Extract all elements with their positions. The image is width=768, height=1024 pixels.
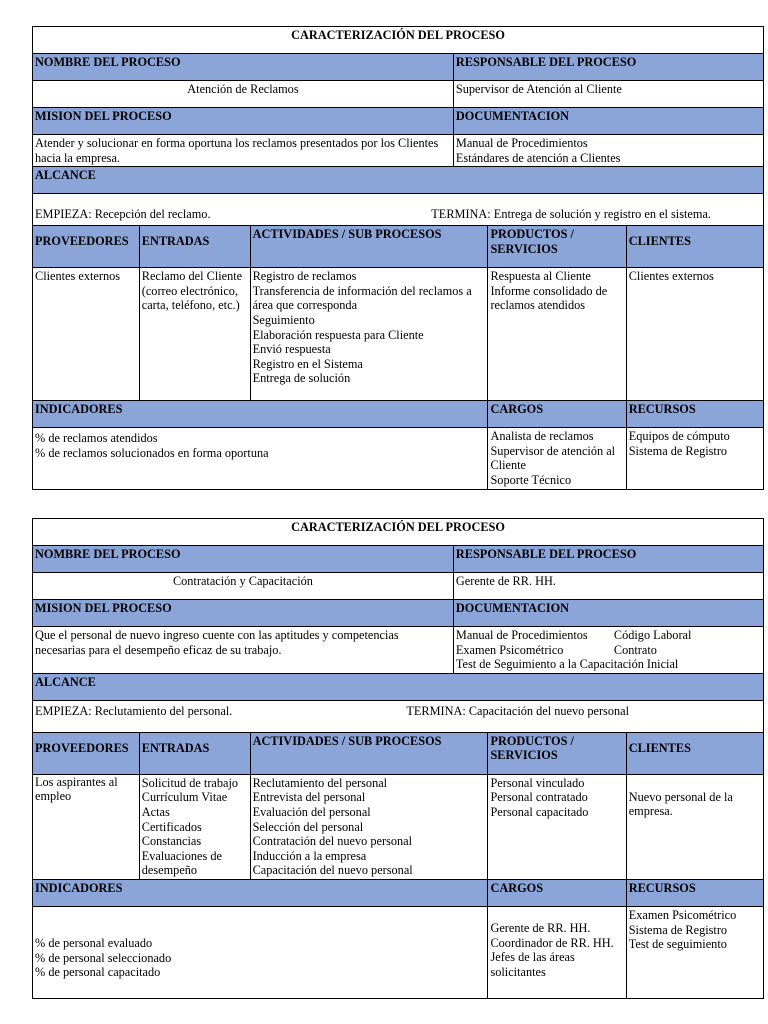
alcance-label: ALCANCE bbox=[33, 673, 764, 700]
actividades-list bbox=[250, 268, 488, 401]
clientes-value: Nuevo personal de la empresa. bbox=[626, 774, 763, 879]
productos-list bbox=[488, 268, 626, 401]
actividad-item: Reclutamiento del personal bbox=[252, 775, 388, 790]
indicador-item: % de personal evaluado bbox=[35, 935, 153, 950]
recursos-list bbox=[626, 906, 763, 998]
producto-item: Personal capacitado bbox=[490, 804, 589, 819]
recurso-item: Test de seguimiento bbox=[628, 937, 727, 952]
indicadores-label: INDICADORES bbox=[33, 401, 488, 428]
recurso-item: Sistema de Registro bbox=[628, 443, 728, 458]
col-clientes: CLIENTES bbox=[626, 226, 763, 268]
col-actividades: ACTIVIDADES / SUB PROCESOS bbox=[250, 732, 488, 774]
responsable-label: RESPONSABLE DEL PROCESO bbox=[453, 546, 763, 573]
actividad-item: Transferencia de información del reclamos a área que corresponda bbox=[252, 283, 472, 313]
documentacion-line: Test de Seguimiento a la Capacitación Inicial bbox=[455, 657, 679, 672]
producto-item: Personal vinculado bbox=[490, 775, 585, 790]
documentacion-label: DOCUMENTACION bbox=[453, 108, 763, 135]
actividad-item: Entrega de solución bbox=[252, 371, 351, 386]
empieza-text: EMPIEZA: Recepción del reclamo. bbox=[35, 207, 211, 222]
recurso-item: Sistema de Registro bbox=[628, 922, 728, 937]
cargos-label: CARGOS bbox=[488, 401, 626, 428]
entrada-item: Solicitud de trabajo bbox=[141, 775, 239, 790]
cargo-item: Coordinador de RR. HH. bbox=[490, 935, 614, 950]
documentacion-value bbox=[453, 135, 763, 167]
col-proveedores: PROVEEDORES bbox=[33, 226, 140, 268]
entrada-item: Actas bbox=[141, 804, 170, 819]
documentacion-row bbox=[456, 628, 761, 643]
mision-value: Atender y solucionar en forma oportuna los reclamos presentados por los Clientes hacia la empresa. bbox=[33, 135, 454, 167]
recurso-item: Equipos de cómputo bbox=[628, 429, 730, 444]
col-entradas: ENTRADAS bbox=[139, 732, 250, 774]
actividad-item: Envió respuesta bbox=[252, 342, 331, 357]
indicador-item: % de personal capacitado bbox=[35, 965, 161, 980]
cargos-label: CARGOS bbox=[488, 879, 626, 906]
documentacion-line: Examen Psicométrico bbox=[455, 642, 564, 657]
documentacion-value bbox=[453, 627, 763, 674]
cargos-list bbox=[488, 428, 626, 490]
proveedores-value: Clientes externos bbox=[33, 268, 140, 401]
termina-text: TERMINA: Capacitación del nuevo personal bbox=[406, 703, 629, 718]
cargo-item: Gerente de RR. HH. bbox=[490, 920, 591, 935]
documentacion-line: Manual de Procedimientos bbox=[455, 136, 588, 150]
alcance-value bbox=[33, 700, 764, 732]
producto-item: Respuesta al Cliente bbox=[490, 269, 591, 284]
entrada-item: Constancias bbox=[141, 834, 202, 849]
nombre-value: Contratación y Capacitación bbox=[33, 573, 454, 600]
documentacion-line: Contrato bbox=[613, 642, 657, 657]
col-clientes: CLIENTES bbox=[626, 732, 763, 774]
actividad-item: Inducción a la empresa bbox=[252, 848, 367, 863]
col-proveedores: PROVEEDORES bbox=[33, 732, 140, 774]
actividad-item: Contratación del nuevo personal bbox=[252, 834, 413, 849]
recursos-label: RECURSOS bbox=[626, 401, 763, 428]
mision-label: MISION DEL PROCESO bbox=[33, 600, 454, 627]
indicador-item: % de reclamos solucionados en forma oportuna bbox=[35, 445, 269, 460]
producto-item: Informe consolidado de reclamos atendidos bbox=[490, 283, 608, 313]
actividad-item: Entrevista del personal bbox=[252, 790, 366, 805]
card-title: CARACTERIZACIÓN DEL PROCESO bbox=[33, 519, 764, 546]
col-actividades: ACTIVIDADES / SUB PROCESOS bbox=[250, 226, 488, 268]
responsable-value: Gerente de RR. HH. bbox=[453, 573, 763, 600]
actividades-list bbox=[250, 774, 488, 879]
termina-text: TERMINA: Entrega de solución y registro en el sistema. bbox=[431, 207, 711, 222]
entrada-item: Currículum Vitae bbox=[141, 790, 228, 805]
alcance-label: ALCANCE bbox=[33, 167, 764, 194]
productos-list bbox=[488, 774, 626, 879]
indicador-item: % de personal seleccionado bbox=[35, 950, 172, 965]
nombre-value: Atención de Reclamos bbox=[33, 81, 454, 108]
empieza-text: EMPIEZA: Reclutamiento del personal. bbox=[35, 703, 233, 718]
col-productos: PRODUCTOS / SERVICIOS bbox=[488, 226, 626, 268]
indicador-item: % de reclamos atendidos bbox=[35, 431, 158, 446]
cargos-list bbox=[488, 906, 626, 998]
indicadores-label: INDICADORES bbox=[33, 879, 488, 906]
documentacion-label: DOCUMENTACION bbox=[453, 600, 763, 627]
cargo-item: Soporte Técnico bbox=[490, 472, 572, 487]
recursos-list bbox=[626, 428, 763, 490]
col-productos: PRODUCTOS / SERVICIOS bbox=[488, 732, 626, 774]
process-card-1 bbox=[32, 26, 764, 490]
nombre-label: NOMBRE DEL PROCESO bbox=[33, 546, 454, 573]
clientes-value: Clientes externos bbox=[626, 268, 763, 401]
responsable-label: RESPONSABLE DEL PROCESO bbox=[453, 54, 763, 81]
recursos-label: RECURSOS bbox=[626, 879, 763, 906]
recurso-item: Examen Psicométrico bbox=[628, 907, 737, 922]
actividad-item: Elaboración respuesta para Cliente bbox=[252, 327, 424, 342]
entradas-value: Reclamo del Cliente (correo electrónico, carta, teléfono, etc.) bbox=[139, 268, 250, 401]
responsable-value: Supervisor de Atención al Cliente bbox=[453, 81, 763, 108]
actividad-item: Registro en el Sistema bbox=[252, 356, 363, 371]
actividad-item: Evaluación del personal bbox=[252, 804, 371, 819]
proveedores-value: Los aspirantes al empleo bbox=[33, 774, 140, 879]
documentacion-line: Estándares de atención a Clientes bbox=[455, 150, 621, 165]
documentacion-row bbox=[456, 643, 761, 658]
alcance-value bbox=[33, 194, 764, 226]
cargo-item: Jefes de las áreas solicitantes bbox=[490, 950, 575, 979]
entradas-list bbox=[139, 774, 250, 879]
entrada-item: Evaluaciones de desempeño bbox=[141, 848, 222, 878]
indicadores-list bbox=[33, 428, 488, 490]
producto-item: Personal contratado bbox=[490, 790, 588, 805]
cargo-item: Supervisor de atención al Cliente bbox=[490, 443, 616, 473]
actividad-item: Capacitación del nuevo personal bbox=[252, 863, 413, 878]
actividad-item: Seguimiento bbox=[252, 312, 315, 327]
documentacion-line: Manual de Procedimientos bbox=[455, 628, 588, 642]
actividad-item: Selección del personal bbox=[252, 819, 364, 834]
process-card-2 bbox=[32, 518, 764, 999]
mision-value: Que el personal de nuevo ingreso cuente con las aptitudes y competencias necesarias para el desempeño eficaz de su trabajo. bbox=[33, 627, 454, 674]
mision-label: MISION DEL PROCESO bbox=[33, 108, 454, 135]
nombre-label: NOMBRE DEL PROCESO bbox=[33, 54, 454, 81]
actividad-item: Registro de reclamos bbox=[252, 269, 357, 284]
documentacion-line: Código Laboral bbox=[613, 628, 692, 642]
entrada-item: Certificados bbox=[141, 819, 202, 834]
col-entradas: ENTRADAS bbox=[139, 226, 250, 268]
indicadores-list bbox=[33, 906, 488, 998]
card-title: CARACTERIZACIÓN DEL PROCESO bbox=[33, 27, 764, 54]
cargo-item: Analista de reclamos bbox=[490, 429, 594, 444]
